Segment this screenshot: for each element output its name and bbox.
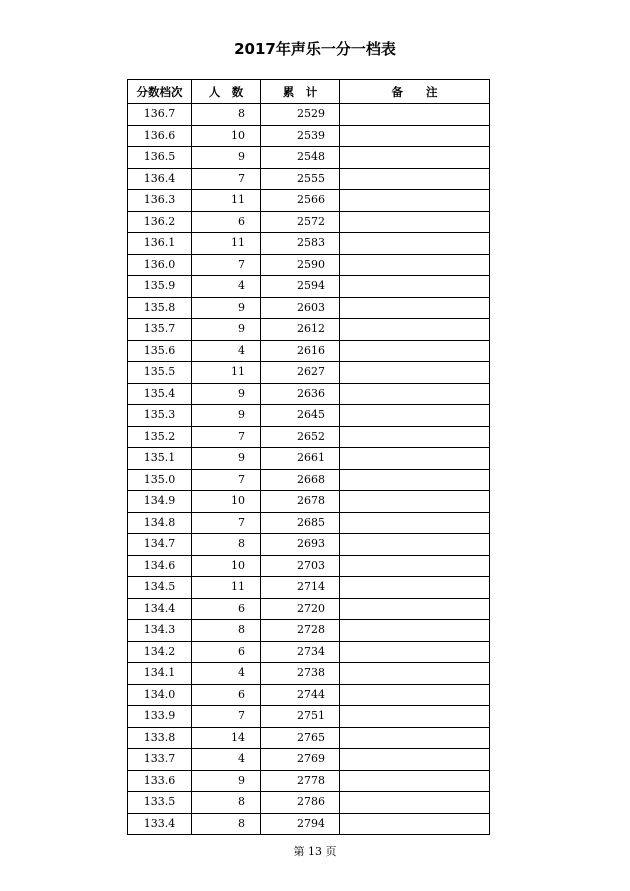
cumulative-cell: 2685	[261, 512, 340, 534]
score-cell: 133.6	[128, 770, 192, 792]
table-row	[128, 641, 490, 663]
score-cell: 135.3	[128, 405, 192, 427]
score-cell: 135.4	[128, 383, 192, 405]
note-cell	[340, 147, 490, 169]
count-cell: 7	[192, 469, 261, 491]
note-cell	[340, 684, 490, 706]
count-cell: 7	[192, 706, 261, 728]
score-cell: 133.9	[128, 706, 192, 728]
count-cell: 7	[192, 426, 261, 448]
cumulative-cell: 2583	[261, 233, 340, 255]
count-cell: 11	[192, 233, 261, 255]
table-row	[128, 577, 490, 599]
cumulative-cell: 2594	[261, 276, 340, 298]
table-row	[128, 104, 490, 126]
count-cell: 7	[192, 254, 261, 276]
score-cell: 134.4	[128, 598, 192, 620]
score-cell: 134.1	[128, 663, 192, 685]
score-cell: 136.4	[128, 168, 192, 190]
note-cell	[340, 448, 490, 470]
cumulative-cell: 2734	[261, 641, 340, 663]
cumulative-cell: 2769	[261, 749, 340, 771]
count-cell: 9	[192, 147, 261, 169]
count-cell: 10	[192, 555, 261, 577]
score-cell: 135.1	[128, 448, 192, 470]
count-cell: 8	[192, 534, 261, 556]
cumulative-cell: 2678	[261, 491, 340, 513]
score-cell: 135.5	[128, 362, 192, 384]
table-row	[128, 491, 490, 513]
count-cell: 9	[192, 297, 261, 319]
header-note: 备 注	[340, 80, 490, 104]
note-cell	[340, 340, 490, 362]
cumulative-cell: 2744	[261, 684, 340, 706]
page-title: 2017年声乐一分一档表	[234, 40, 396, 58]
score-table	[127, 79, 490, 835]
cumulative-cell: 2751	[261, 706, 340, 728]
note-cell	[340, 749, 490, 771]
table-row	[128, 813, 490, 835]
score-cell: 136.3	[128, 190, 192, 212]
cumulative-cell: 2548	[261, 147, 340, 169]
table-row	[128, 469, 490, 491]
note-cell	[340, 577, 490, 599]
note-cell	[340, 663, 490, 685]
table-row	[128, 792, 490, 814]
header-count: 人 数	[192, 80, 261, 104]
table-row	[128, 684, 490, 706]
count-cell: 11	[192, 362, 261, 384]
table-row	[128, 211, 490, 233]
cumulative-cell: 2693	[261, 534, 340, 556]
count-cell: 9	[192, 770, 261, 792]
cumulative-cell: 2714	[261, 577, 340, 599]
score-cell: 135.9	[128, 276, 192, 298]
table-row	[128, 706, 490, 728]
note-cell	[340, 190, 490, 212]
note-cell	[340, 706, 490, 728]
count-cell: 8	[192, 104, 261, 126]
note-cell	[340, 319, 490, 341]
score-cell: 136.0	[128, 254, 192, 276]
table-row	[128, 340, 490, 362]
table-header-row	[128, 80, 490, 104]
cumulative-cell: 2738	[261, 663, 340, 685]
cumulative-cell: 2590	[261, 254, 340, 276]
table-row	[128, 297, 490, 319]
note-cell	[340, 276, 490, 298]
note-cell	[340, 792, 490, 814]
score-cell: 136.6	[128, 125, 192, 147]
note-cell	[340, 362, 490, 384]
count-cell: 4	[192, 749, 261, 771]
score-cell: 135.8	[128, 297, 192, 319]
table-row	[128, 276, 490, 298]
score-cell: 134.6	[128, 555, 192, 577]
note-cell	[340, 383, 490, 405]
count-cell: 4	[192, 340, 261, 362]
table-row	[128, 620, 490, 642]
count-cell: 11	[192, 577, 261, 599]
score-cell: 136.1	[128, 233, 192, 255]
score-cell: 134.3	[128, 620, 192, 642]
note-cell	[340, 555, 490, 577]
note-cell	[340, 104, 490, 126]
header-score: 分数档次	[128, 80, 192, 104]
table-row	[128, 749, 490, 771]
count-cell: 8	[192, 813, 261, 835]
table-row	[128, 125, 490, 147]
count-cell: 10	[192, 491, 261, 513]
cumulative-cell: 2765	[261, 727, 340, 749]
cumulative-cell: 2636	[261, 383, 340, 405]
score-cell: 134.8	[128, 512, 192, 534]
cumulative-cell: 2616	[261, 340, 340, 362]
count-cell: 7	[192, 512, 261, 534]
note-cell	[340, 727, 490, 749]
cumulative-cell: 2539	[261, 125, 340, 147]
count-cell: 4	[192, 663, 261, 685]
table-row	[128, 190, 490, 212]
table-row	[128, 233, 490, 255]
count-cell: 9	[192, 383, 261, 405]
note-cell	[340, 125, 490, 147]
cumulative-cell: 2720	[261, 598, 340, 620]
score-cell: 136.2	[128, 211, 192, 233]
count-cell: 8	[192, 792, 261, 814]
table-row	[128, 512, 490, 534]
cumulative-cell: 2566	[261, 190, 340, 212]
cumulative-cell: 2652	[261, 426, 340, 448]
table-row	[128, 770, 490, 792]
score-cell: 134.7	[128, 534, 192, 556]
count-cell: 6	[192, 598, 261, 620]
table-row	[128, 319, 490, 341]
table-row	[128, 405, 490, 427]
cumulative-cell: 2794	[261, 813, 340, 835]
cumulative-cell: 2661	[261, 448, 340, 470]
note-cell	[340, 405, 490, 427]
note-cell	[340, 469, 490, 491]
score-cell: 134.9	[128, 491, 192, 513]
count-cell: 9	[192, 448, 261, 470]
note-cell	[340, 598, 490, 620]
cumulative-cell: 2703	[261, 555, 340, 577]
score-cell: 135.7	[128, 319, 192, 341]
table-row	[128, 426, 490, 448]
cumulative-cell: 2645	[261, 405, 340, 427]
count-cell: 11	[192, 190, 261, 212]
table-row	[128, 555, 490, 577]
table-row	[128, 254, 490, 276]
note-cell	[340, 534, 490, 556]
table-row	[128, 663, 490, 685]
cumulative-cell: 2728	[261, 620, 340, 642]
note-cell	[340, 426, 490, 448]
header-cumulative: 累 计	[261, 80, 340, 104]
count-cell: 8	[192, 620, 261, 642]
table-row	[128, 534, 490, 556]
note-cell	[340, 297, 490, 319]
count-cell: 6	[192, 211, 261, 233]
cumulative-cell: 2612	[261, 319, 340, 341]
score-cell: 135.0	[128, 469, 192, 491]
cumulative-cell: 2529	[261, 104, 340, 126]
cumulative-cell: 2668	[261, 469, 340, 491]
count-cell: 7	[192, 168, 261, 190]
score-cell: 134.2	[128, 641, 192, 663]
score-cell: 135.6	[128, 340, 192, 362]
cumulative-cell: 2603	[261, 297, 340, 319]
table-row	[128, 598, 490, 620]
score-cell: 134.0	[128, 684, 192, 706]
count-cell: 9	[192, 319, 261, 341]
cumulative-cell: 2555	[261, 168, 340, 190]
count-cell: 4	[192, 276, 261, 298]
note-cell	[340, 254, 490, 276]
score-cell: 133.5	[128, 792, 192, 814]
score-cell: 133.4	[128, 813, 192, 835]
count-cell: 6	[192, 641, 261, 663]
count-cell: 9	[192, 405, 261, 427]
count-cell: 6	[192, 684, 261, 706]
note-cell	[340, 641, 490, 663]
count-cell: 14	[192, 727, 261, 749]
note-cell	[340, 620, 490, 642]
table-row	[128, 727, 490, 749]
note-cell	[340, 512, 490, 534]
note-cell	[340, 168, 490, 190]
table-row	[128, 383, 490, 405]
score-cell: 134.5	[128, 577, 192, 599]
count-cell: 10	[192, 125, 261, 147]
cumulative-cell: 2786	[261, 792, 340, 814]
table-row	[128, 448, 490, 470]
table-row	[128, 168, 490, 190]
cumulative-cell: 2778	[261, 770, 340, 792]
note-cell	[340, 491, 490, 513]
note-cell	[340, 770, 490, 792]
cumulative-cell: 2572	[261, 211, 340, 233]
score-cell: 135.2	[128, 426, 192, 448]
score-cell: 136.5	[128, 147, 192, 169]
note-cell	[340, 233, 490, 255]
table-row	[128, 147, 490, 169]
page-number: 第 13 页	[293, 845, 337, 858]
cumulative-cell: 2627	[261, 362, 340, 384]
score-cell: 133.7	[128, 749, 192, 771]
note-cell	[340, 813, 490, 835]
table-row	[128, 362, 490, 384]
note-cell	[340, 211, 490, 233]
score-cell: 136.7	[128, 104, 192, 126]
score-cell: 133.8	[128, 727, 192, 749]
